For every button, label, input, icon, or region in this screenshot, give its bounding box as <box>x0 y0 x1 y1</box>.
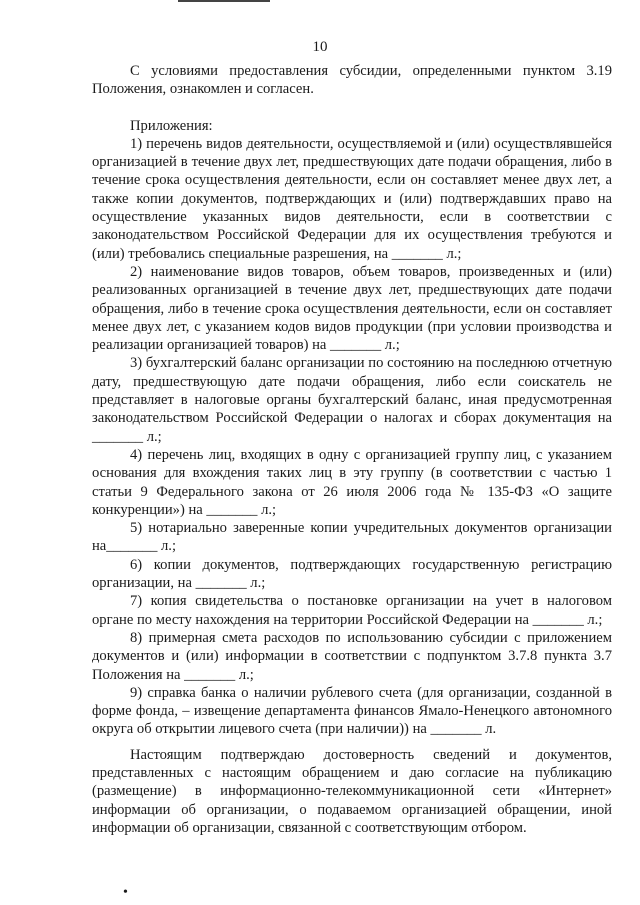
attachment-item-2: 2) наименование видов товаров, объем товаров, произведенных и (или) реализованных организацией в течение двух лет, предшествующих дате подачи обращения, либо в течение срока осуществления деятельности, если он составляет менее двух лет, с указанием кодов видов продукции (при условии производства и реализации организацией товаров) на _______ л.; <box>92 263 612 354</box>
confirmation-paragraph: Настоящим подтверждаю достоверность сведений и документов, представленных с настоящим обращением и даю согласие на публикацию (размещение) в информационно-телекоммуникационной сети «Интернет» информации об организации, о подаваемом организацией обращении, иной информации об организации, связанной с соответствующим отбором. <box>92 746 612 836</box>
attachment-item-5: 5) нотариально заверенные копии учредительных документов организации на_______ л.; <box>92 520 612 555</box>
attachment-item-6: 6) копии документов, подтверждающих государственную регистрацию организации, на _______ л.; <box>92 556 612 592</box>
top-edge-mark <box>178 0 270 2</box>
attachment-item-8: 8) примерная смета расходов по использованию субсидии с приложением документов и (или) информации в соответствии с подпунктом 3.7.8 пункта 3.7 Положения на _______ л.; <box>92 629 612 683</box>
attachment-item-4: 4) перечень лиц, входящих в одну с организацией группу лиц, с указанием основания для вхождения таких лиц в эту группу (в соответствии с частью 1 статьи 9 Федерального закона от 26 июля 2006 года № 135-ФЗ «О защите конкуренции») на _______ л.; <box>92 446 612 518</box>
attachment-item-9: 9) справка банка о наличии рублевого счета (для организации, созданной в форме фонда, – извещение департамента финансов Ямало-Ненецкого автономного округа об открытии лицевого счета (при наличии)) на _______ л. <box>92 684 612 738</box>
consent-statement: С условиями предоставления субсидии, определенными пунктом 3.19 Положения, ознакомлен и согласен. <box>92 63 612 98</box>
attachment-item-7: 7) копия свидетельства о постановке организации на учет в налоговом органе по месту нахождения на территории Российской Федерации на _______ л.; <box>92 593 612 628</box>
attachments-heading: Приложения: <box>130 117 213 134</box>
document-body <box>92 62 612 837</box>
attachment-item-1: 1) перечень видов деятельности, осуществляемой и (или) осуществлявшейся организацией в течение двух лет, предшествующих дате подачи обращения, либо в течение срока осуществления деятельности, если он составляет менее двух лет, а также копии документов, подтверждающих и (или) подтверждавших право на осуществление указанных видов деятельности, если в соответствии с законодательством Российской Федерации для их осуществления требуются и (или) требовались специальные разрешения, на _______ л.; <box>92 135 612 262</box>
stray-dot-mark: • <box>123 885 128 900</box>
page-number: 10 <box>312 39 328 55</box>
attachment-item-3: 3) бухгалтерский баланс организации по состоянию на последнюю отчетную дату, предшествующую дате подачи обращения, либо если соискатель не представляет в налоговые органы бухгалтерский баланс, иная предусмотренная законодательством Российской Федерации о налогах и сборах документация на _______ л.; <box>92 355 612 445</box>
